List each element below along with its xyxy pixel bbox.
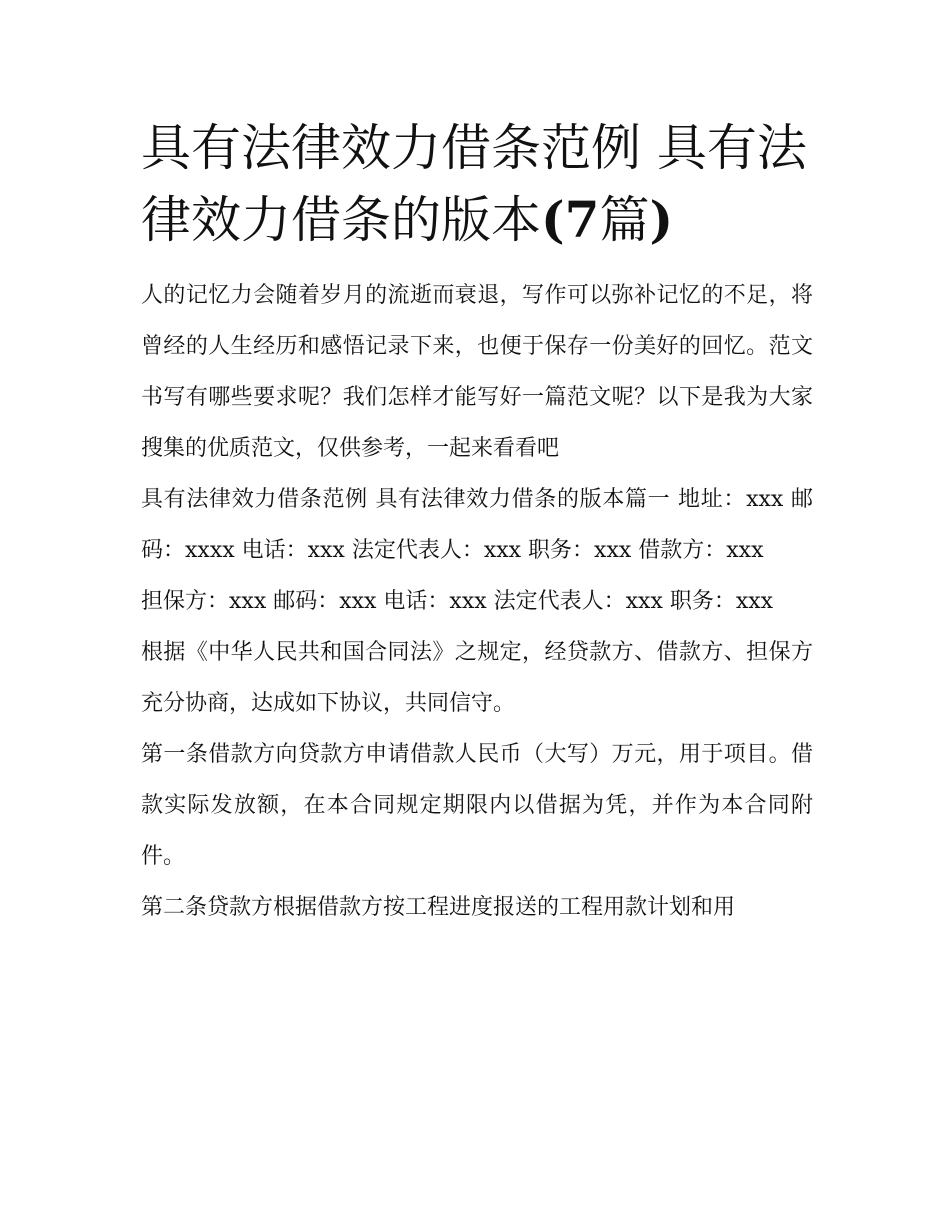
title-count-close: ) — [649, 190, 674, 249]
article-two-paragraph: 第二条贷款方根据借款方按工程进度报送的工程用款计划和用 — [141, 895, 736, 920]
guarantor-info-paragraph: 担保方：xxx 邮码：xxx 电话：xxx 法定代表人：xxx 职务：xxx — [141, 589, 774, 614]
title-count-unit: 篇 — [599, 191, 650, 249]
agreement-basis-paragraph: 根据《中华人民共和国合同法》之规定，经贷款方、借款方、担保方充分协商，达成如下协议，共同信守。 — [141, 640, 813, 716]
title-text: 具有法律效力借条范例 具有法律效力借条的版本 — [141, 119, 807, 249]
document-content — [141, 112, 813, 933]
document-title — [141, 112, 813, 256]
intro-paragraph: 人的记忆力会随着岁月的流逝而衰退，写作可以弥补记忆的不足，将曾经的人生经历和感悟记录下来，也便于保存一份美好的回忆。范文书写有哪些要求呢？我们怎样才能写好一篇范文呢？以下是我为大家搜集的优质范文，仅供参考，一起来看看吧 — [141, 283, 813, 461]
lender-info-paragraph: 具有法律效力借条范例 具有法律效力借条的版本篇一 地址：xxx 邮码：xxxx 电话：xxx 法定代表人：xxx 职务：xxx 借款方：xxx — [141, 487, 813, 563]
article-one-paragraph: 第一条借款方向贷款方申请借款人民币（大写）万元，用于项目。借款实际发放额，在本合同规定期限内以借据为凭，并作为本合同附件。 — [141, 742, 813, 869]
title-count-open: (7 — [541, 190, 600, 249]
